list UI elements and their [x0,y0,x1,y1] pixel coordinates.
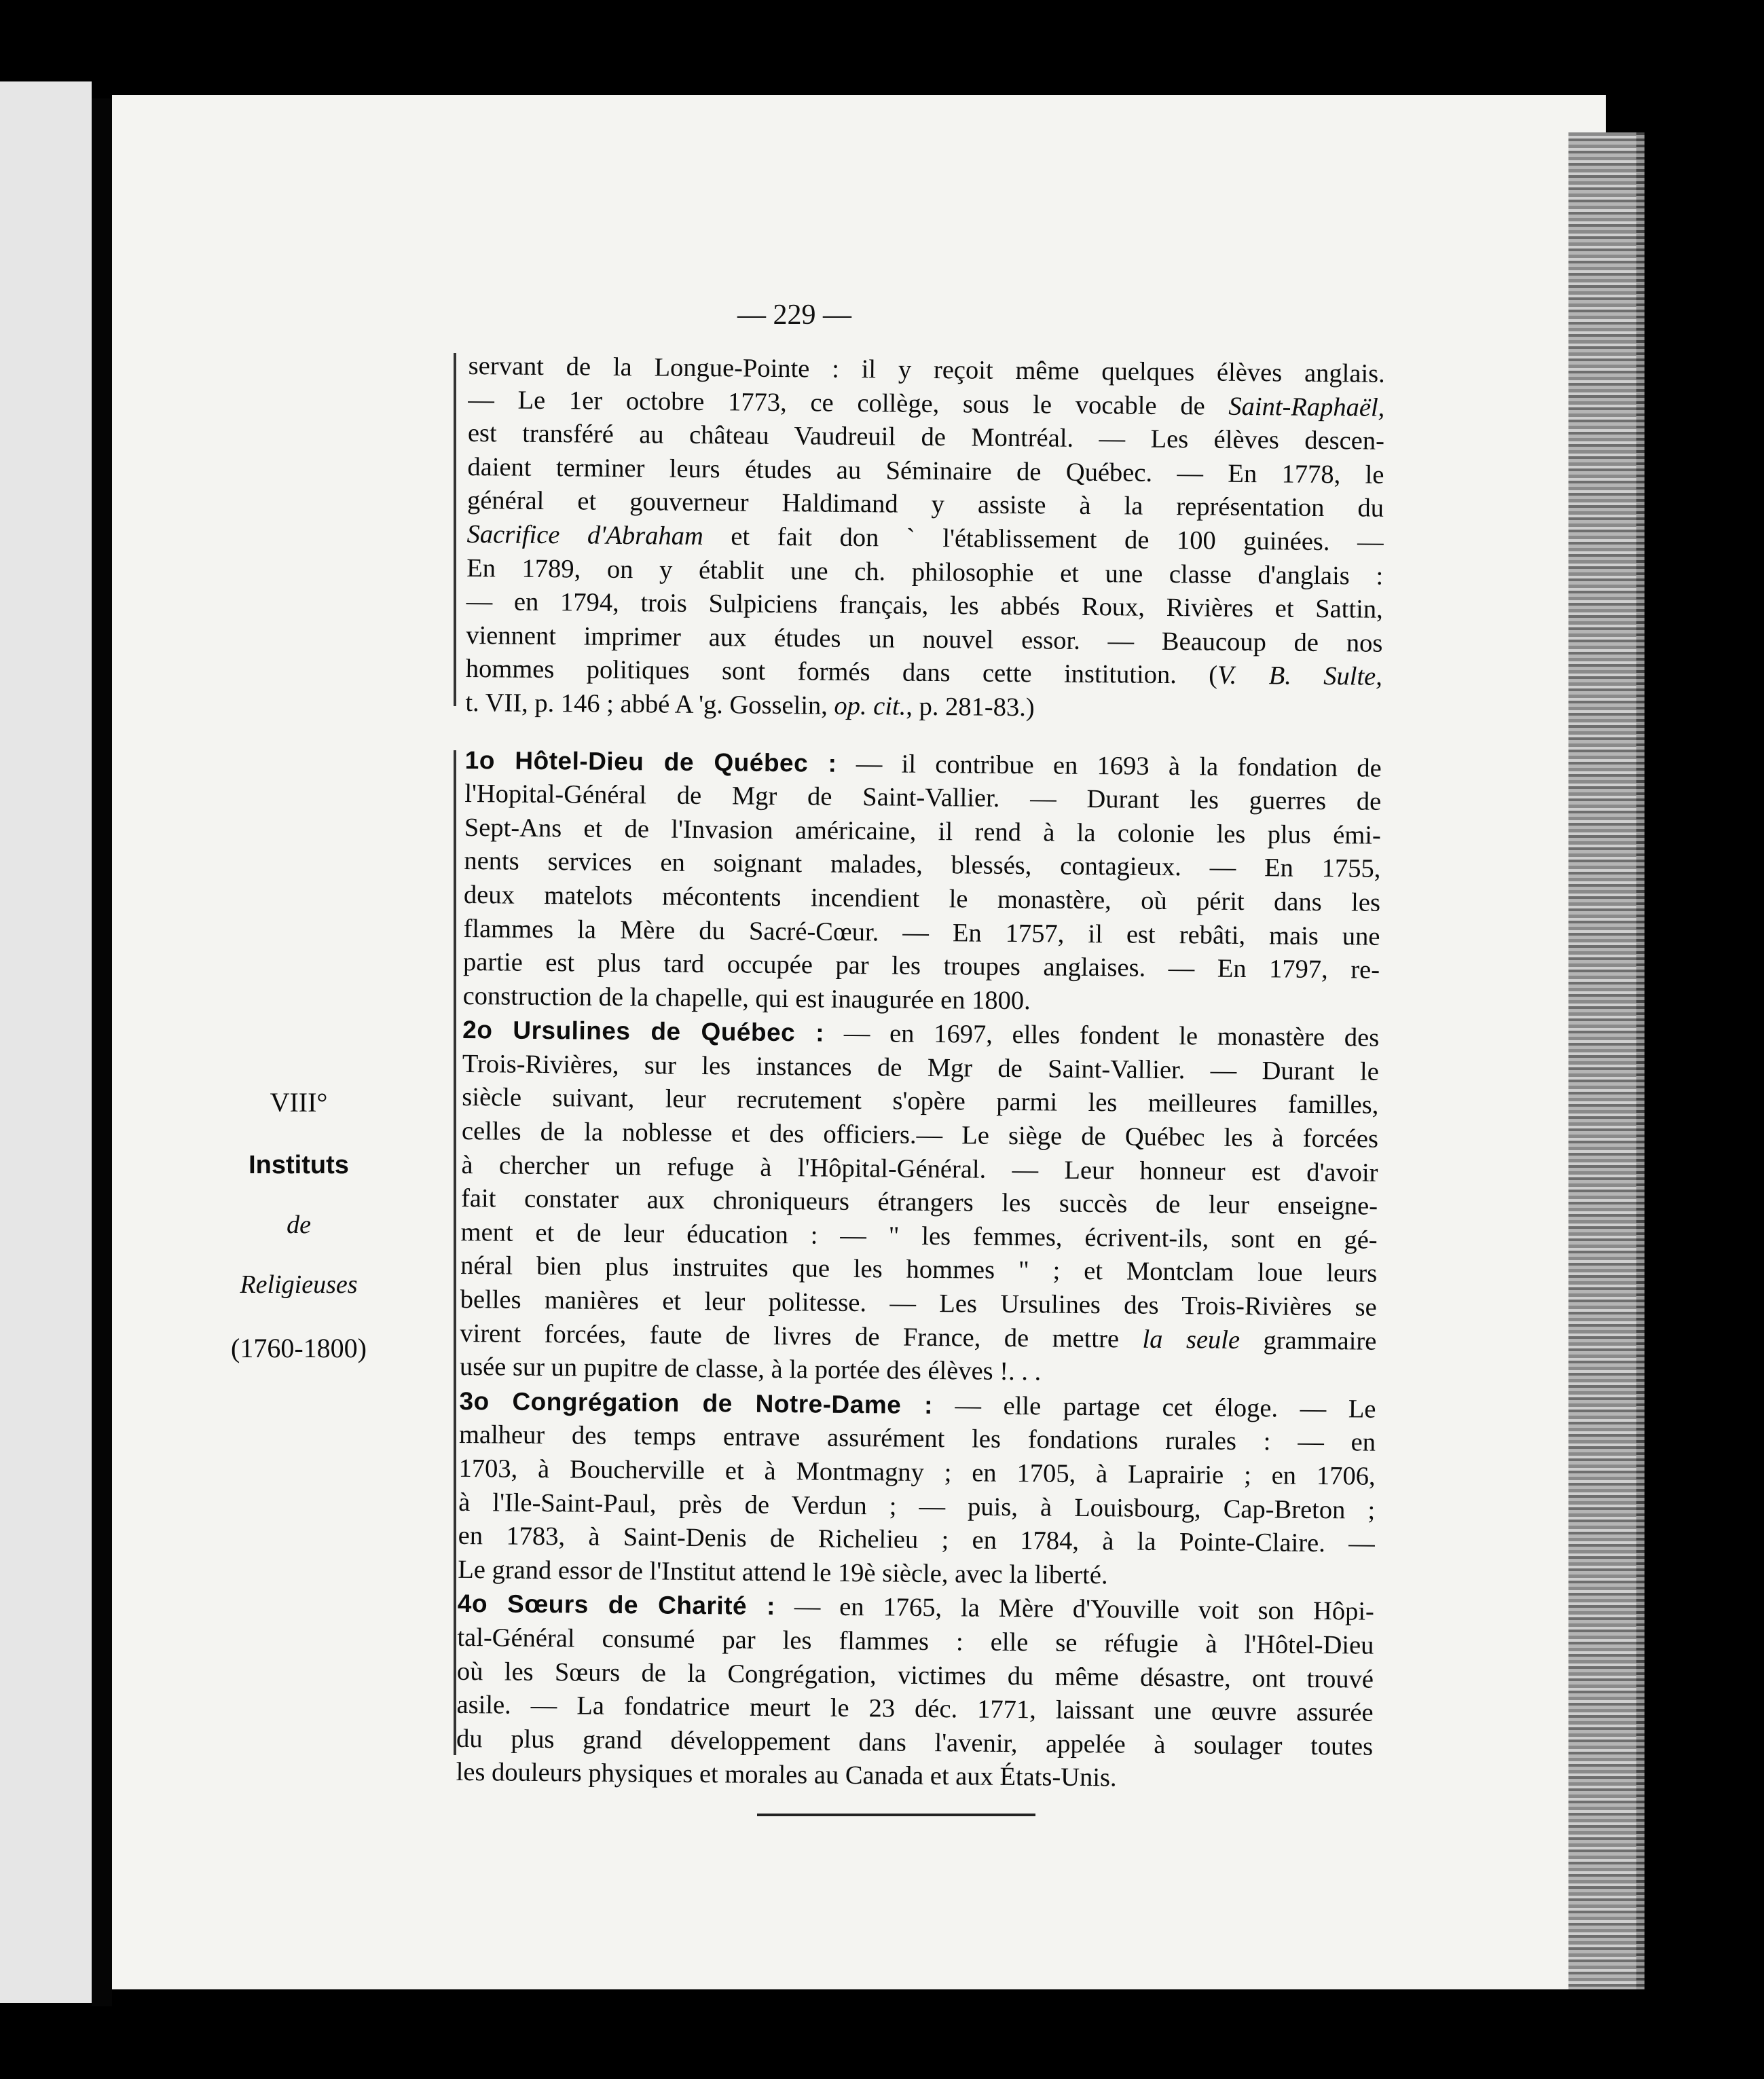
text-line: où les Sœurs de la Congrégation, victimes du même désastre, ont trouvé [456,1657,1374,1694]
section-soeurs-charite [456,1587,1374,1797]
text-line: celles de la noblesse et des officiers.— Le siège de Québec les à forcées [461,1117,1379,1154]
page-stack-edge [1568,132,1636,1989]
section-heading: 1o Hôtel-Dieu de Québec : [464,746,837,777]
text-line: du plus grand développement dans l'avenir, appelée à soulager toutes [456,1724,1374,1761]
text-line: fait constater aux chroniqueurs étrangers les succès de leur enseigne- [460,1184,1378,1221]
margin-bracket [454,353,456,706]
margin-note-word: de [287,1211,311,1239]
text-line: à chercher un refuge à l'Hôpital-Général. — Leur honneur est d'avoir [461,1150,1378,1188]
text-line: Le grand essor de l'Institut attend le 19è siècle, avec la liberté. [458,1555,1108,1590]
text-line: usée sur un pupitre de classe, à la portée des élèves !. . . [459,1353,1042,1386]
text-line: néral bien plus instruites que les hommes " ; et Montclam loue leurs [460,1251,1378,1289]
end-rule [757,1814,1035,1816]
section-ursulines [460,1013,1380,1392]
text-line: est transféré au château Vaudreuil de Montréal. — Les élèves descen- [467,419,1385,456]
page-number: — 229 — [737,299,851,331]
text-line: — en 1794, trois Sulpiciens français, les abbés Roux, Rivières et Sattin, [466,587,1383,624]
text-line: en 1783, à Saint-Denis de Richelieu ; en 1784, à la Pointe-Claire. — [458,1522,1375,1558]
book-binding [92,98,112,2006]
text-line: construction de la chapelle, qui est inaugurée en 1800. [462,981,1031,1015]
text-line: les douleurs physiques et morales au Canada et aux États-Unis. [456,1758,1117,1792]
section-heading: 4o Sœurs de Charité : [457,1589,776,1621]
margin-note-subject: Religieuses [240,1270,358,1299]
italic-text: la seule [1142,1325,1241,1355]
margin-bracket [454,750,456,1755]
text-line: 1o Hôtel-Dieu de Québec : — il contribue en 1693 à la fondation de [464,746,1382,783]
text-line: 2o Ursulines de Québec : — en 1697, elles fondent le monastère des [462,1016,1380,1053]
text-line: à l'Ile-Saint-Paul, près de Verdun ; — puis, à Louisbourg, Cap-Breton ; [458,1488,1376,1525]
text-line: hommes politiques sont formés dans cette institution. (V. B. Sulte, [465,655,1383,692]
text-line: Sept-Ans et de l'Invasion américaine, il rend à la colonie les plus émi- [464,813,1381,850]
text-line: viennent imprimer aux études un nouvel essor. — Beaucoup de nos [466,621,1383,658]
text-line: général et gouverneur Haldimand y assiste à la représentation du [466,486,1384,523]
text-line: daient terminer leurs études au Séminaire de Québec. — En 1778, le [467,452,1384,490]
text-line: malheur des temps entrave assurément les fondations rurales : — en [458,1420,1376,1458]
text-line: Trois-Rivières, sur les instances de Mgr de Saint-Vallier. — Durant le [462,1049,1379,1086]
margin-note-dates: (1760-1800) [231,1333,367,1363]
main-text [456,350,1384,1798]
text-line: 4o Sœurs de Charité : — en 1765, la Mère d'Youville voit son Hôpi- [457,1589,1375,1627]
text-line: virent forcées, faute de livres de France, de mettre la seule grammaire [460,1319,1377,1356]
text-line: — Le 1er octobre 1773, ce collège, sous le vocable de Saint-Raphaël, [468,385,1385,422]
text-line: tal-Général consumé par les flammes : elle se réfugie à l'Hôtel-Dieu [457,1623,1374,1660]
italic-text: op. cit. [834,691,906,721]
text-line: flammes la Mère du Sacré-Cœur. — En 1757, il est rebâti, mais une [463,914,1380,951]
text-line: asile. — La fondatrice meurt le 23 déc. 1771, laissant une œuvre assurée [456,1691,1374,1727]
text-line: Sacrifice d'Abraham et fait don ` l'établissement de 100 guinées. — [466,519,1384,557]
section-heading: 3o Congrégation de Notre-Dame : [459,1386,934,1419]
previous-page-edge [0,81,92,2003]
section-heading: 2o Ursulines de Québec : [462,1016,825,1047]
margin-note-title: Instituts [249,1151,349,1179]
italic-text: Saint-Raphaël, [1228,392,1385,422]
text-line: ment et de leur éducation : — " les femmes, écrivent-ils, sont en gé- [460,1217,1378,1255]
margin-note-number: VIII° [270,1087,328,1118]
italic-text: V. B. Sulte, [1217,661,1383,692]
text-line: 3o Congrégation de Notre-Dame : — elle partage cet éloge. — Le [459,1386,1376,1424]
text-line: servant de la Longue-Pointe : il y reçoit même quelques élèves anglais. [468,351,1385,388]
text-line: belles manières et leur politesse. — Les Ursulines des Trois-Rivières se [460,1285,1377,1322]
italic-text: Sacrifice d'Abraham [466,519,703,551]
margin-note [204,1086,394,1364]
text-line: siècle suivant, leur recrutement s'opère parmi les meilleures familles, [462,1083,1379,1120]
text-line: En 1789, on y établit une ch. philosophie et une classe d'anglais : [466,553,1384,591]
text-line: partie est plus tard occupée par les troupes anglaises. — En 1797, re- [462,948,1380,985]
text-line: nents services en soignant malades, blessés, contagieux. — En 1755, [464,847,1381,884]
intro-paragraph [465,350,1385,728]
text-line: l'Hopital-Général de Mgr de Saint-Vallier. — Durant les guerres de [464,779,1382,816]
text-line: t. VII, p. 146 ; abbé A 'g. Gosselin, op. cit., p. 281-83.) [465,688,1035,722]
section-congregation [458,1384,1376,1595]
text-line: 1703, à Boucherville et à Montmagny ; en 1705, à Laprairie ; en 1706, [458,1454,1376,1491]
section-hotel-dieu [462,743,1381,1022]
text-line: deux matelots mécontents incendient le monastère, où périt dans les [463,880,1381,917]
